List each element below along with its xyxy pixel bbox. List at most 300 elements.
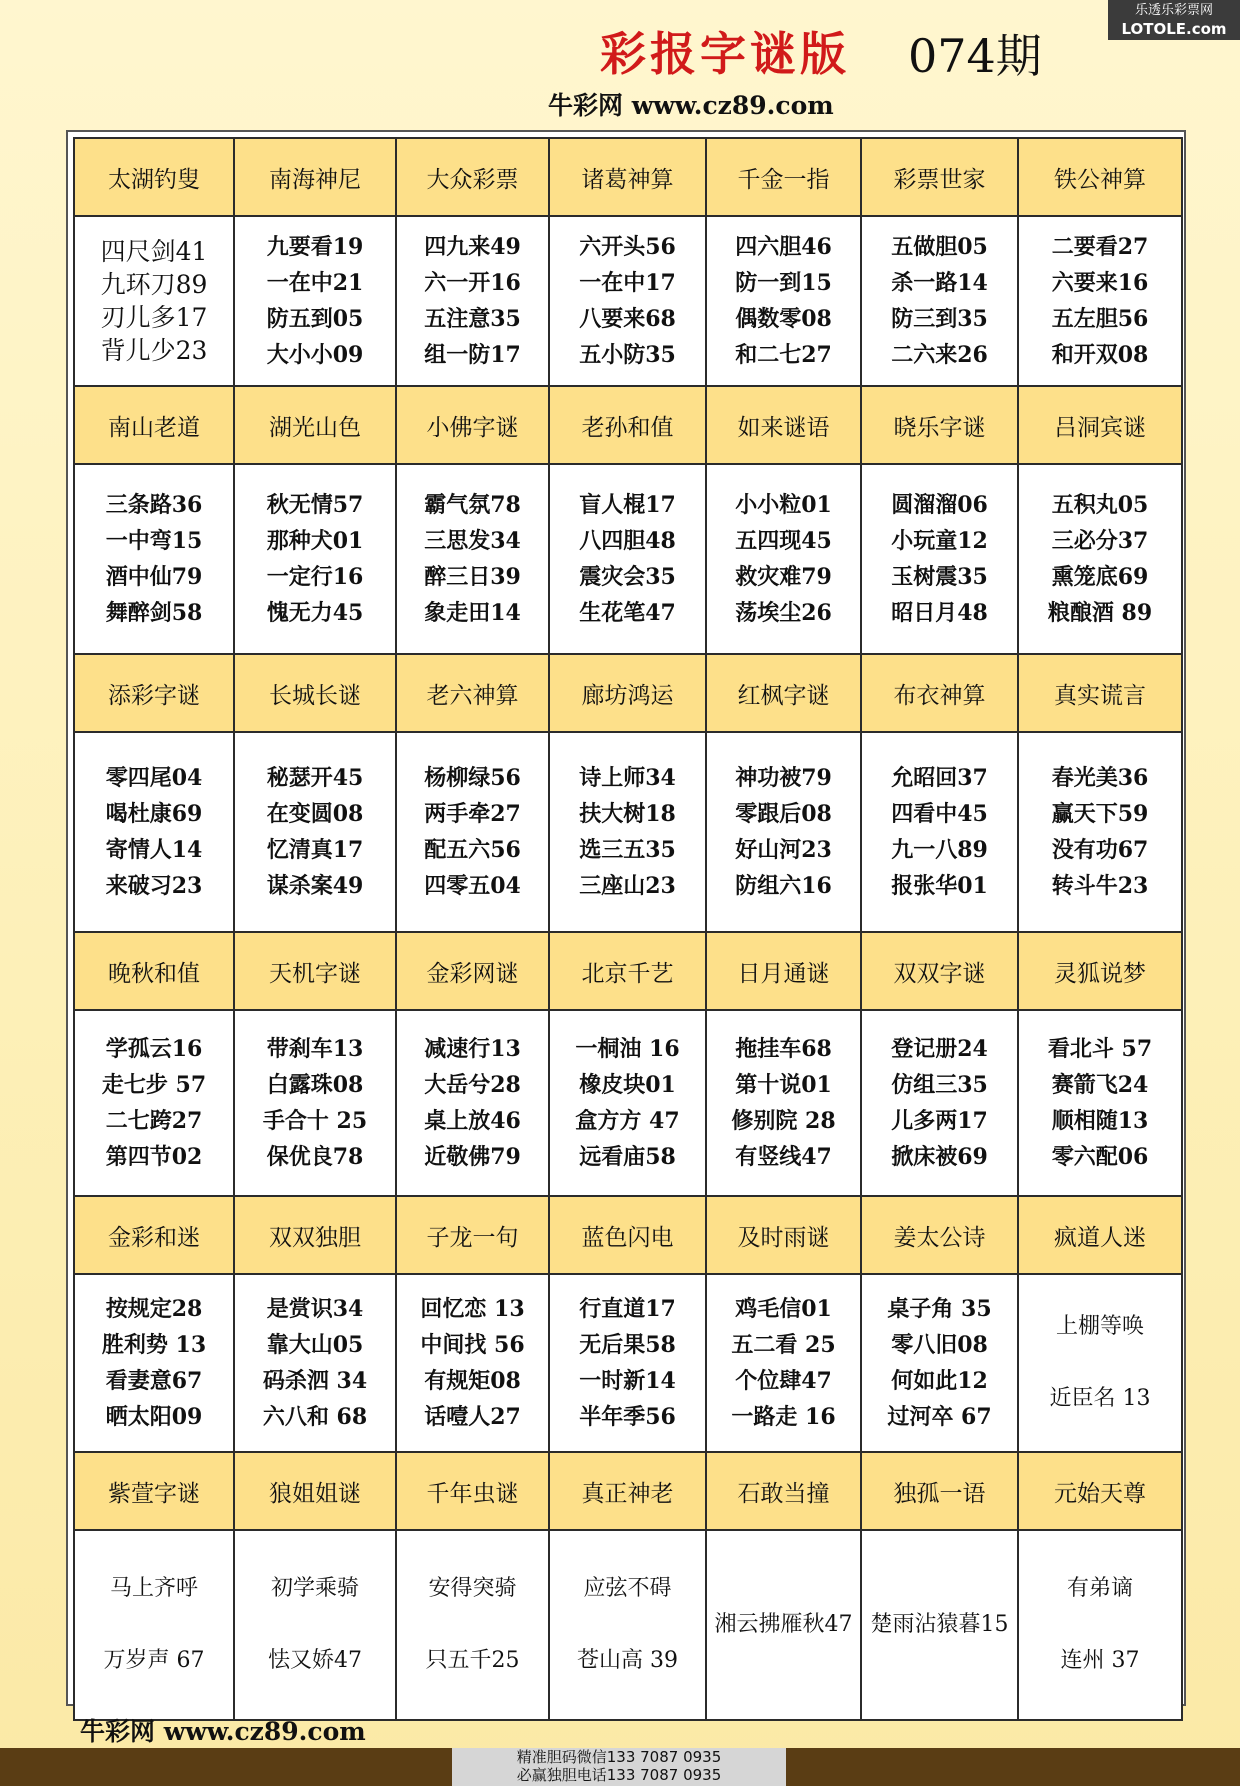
- column-header: 双双字谜: [861, 932, 1018, 1010]
- riddle-line: 零跟后08: [735, 801, 832, 827]
- column-header: 千年虫谜: [396, 1452, 549, 1530]
- riddle-line: 救灾难79: [735, 564, 832, 590]
- riddle-line: 背儿少23: [100, 336, 208, 365]
- riddle-lines: [397, 487, 548, 631]
- riddle-line: 一在中21: [266, 270, 364, 296]
- watermark-domain: LOTOLE.com: [1121, 20, 1227, 38]
- riddle-line: 谋杀案49: [266, 873, 364, 899]
- riddle-line: 五积丸05: [1051, 492, 1149, 518]
- riddle-lines: [862, 487, 1017, 631]
- column-header: 诸葛神算: [549, 138, 706, 216]
- riddle-line: 喝杜康69: [105, 801, 203, 827]
- riddle-line: 掀床被69: [891, 1144, 988, 1170]
- column-header: 铁公神算: [1018, 138, 1182, 216]
- column-header: 子龙一句: [396, 1196, 549, 1274]
- riddle-line: 第四节02: [105, 1144, 203, 1170]
- riddle-lines: [862, 229, 1017, 373]
- riddle-line: 零六配06: [1051, 1144, 1149, 1170]
- column-header: 双双独胆: [234, 1196, 396, 1274]
- riddle-line: 零八旧08: [891, 1332, 988, 1358]
- column-header: 如来谜语: [706, 386, 861, 464]
- riddle-line: 防一到15: [735, 270, 832, 296]
- riddle-cell: [234, 732, 396, 932]
- riddle-line: 远看庙58: [579, 1144, 676, 1170]
- column-header: 北京千艺: [549, 932, 706, 1010]
- column-header: 彩票世家: [861, 138, 1018, 216]
- riddle-line: 组一防17: [424, 342, 521, 368]
- riddle-lines: [707, 1607, 860, 1643]
- column-header: 太湖钓叟: [74, 138, 234, 216]
- riddle-lines: [397, 1031, 548, 1175]
- riddle-lines: [235, 1031, 395, 1175]
- riddle-line: 五二看 25: [731, 1332, 836, 1358]
- riddle-line: 五四现45: [735, 528, 832, 554]
- riddle-grid: [73, 137, 1183, 1721]
- riddle-lines: [862, 1291, 1017, 1435]
- riddle-line: 一中弯15: [105, 528, 203, 554]
- riddle-lines: [550, 1291, 705, 1435]
- riddle-line: 马上齐呼: [109, 1576, 198, 1601]
- riddle-cell: [234, 1530, 396, 1720]
- riddle-cell: [396, 1530, 549, 1720]
- column-header: 金彩网谜: [396, 932, 549, 1010]
- column-header: 千金一指: [706, 138, 861, 216]
- riddle-line: 小玩童12: [891, 528, 988, 554]
- riddle-cell: [1018, 216, 1182, 386]
- riddle-line: 大岳兮28: [424, 1072, 521, 1098]
- riddle-cell: [706, 1010, 861, 1196]
- column-header: 元始天尊: [1018, 1452, 1182, 1530]
- riddle-cell: [549, 1530, 706, 1720]
- riddle-lines: [1019, 229, 1181, 373]
- riddle-line: 盲人棍17: [579, 492, 676, 518]
- riddle-line: 熏笼底69: [1051, 564, 1149, 590]
- column-header: 及时雨谜: [706, 1196, 861, 1274]
- riddle-lines: [707, 229, 860, 373]
- riddle-line: 四九来49: [424, 234, 521, 260]
- riddle-line: 防三到35: [891, 306, 988, 332]
- riddle-lines: [550, 1031, 705, 1175]
- riddle-line: 允昭回37: [891, 765, 988, 791]
- riddle-line: 醉三日39: [424, 564, 521, 590]
- riddle-line: 仿组三35: [891, 1072, 988, 1098]
- riddle-line: 六开头56: [579, 234, 676, 260]
- riddle-line: 粮酿酒 89: [1047, 600, 1153, 626]
- riddle-cell: [549, 216, 706, 386]
- riddle-line: 白露珠08: [266, 1072, 364, 1098]
- riddle-line: 中间找 56: [420, 1332, 525, 1358]
- riddle-cell: [1018, 1274, 1182, 1452]
- riddle-line: 大小小09: [266, 342, 364, 368]
- riddle-line: 修别院 28: [731, 1108, 836, 1134]
- riddle-line: 生花笔47: [579, 600, 676, 626]
- riddle-line: 看妻意67: [105, 1368, 203, 1394]
- riddle-line: 防组六16: [735, 873, 832, 899]
- riddle-cell: [706, 1530, 861, 1720]
- riddle-lines: [1019, 1291, 1181, 1435]
- riddle-line: 何如此12: [891, 1368, 988, 1394]
- riddle-line: 一定行16: [266, 564, 364, 590]
- riddle-line: 来破习23: [105, 873, 203, 899]
- riddle-line: 圆溜溜06: [891, 492, 988, 518]
- riddle-line: 一时新14: [579, 1368, 676, 1394]
- riddle-line: 有弟谪: [1066, 1576, 1133, 1601]
- column-header: 紫萱字谜: [74, 1452, 234, 1530]
- riddle-lines: [550, 1553, 705, 1697]
- data-row: [74, 1010, 1182, 1196]
- riddle-line: 手合十 25: [262, 1108, 368, 1134]
- riddle-line: 象走田14: [424, 600, 521, 626]
- riddle-line: 荡埃尘26: [735, 600, 832, 626]
- riddle-lines: [235, 487, 395, 631]
- data-row: [74, 1274, 1182, 1452]
- riddle-cell: [396, 1010, 549, 1196]
- riddle-line: 霸气氛78: [424, 492, 521, 518]
- riddle-lines: [707, 487, 860, 631]
- column-header: 南海神尼: [234, 138, 396, 216]
- riddle-cell: [396, 464, 549, 654]
- column-header: 蓝色闪电: [549, 1196, 706, 1274]
- riddle-line: 扶大树18: [579, 801, 676, 827]
- riddle-line: 近臣名 13: [1049, 1386, 1151, 1411]
- riddle-line: 八要来68: [579, 306, 676, 332]
- riddle-line: 九要看19: [266, 234, 364, 260]
- riddle-line: 赢天下59: [1051, 801, 1149, 827]
- riddle-line: 报张华01: [891, 873, 988, 899]
- column-header: 真实谎言: [1018, 654, 1182, 732]
- riddle-line: 连州 37: [1060, 1648, 1140, 1673]
- riddle-line: 靠大山05: [266, 1332, 364, 1358]
- column-header: 真正神老: [549, 1452, 706, 1530]
- watermark-logo: [1108, 0, 1240, 40]
- column-header: 南山老道: [74, 386, 234, 464]
- riddle-lines: [75, 235, 233, 367]
- riddle-cell: [706, 1274, 861, 1452]
- header-row: [74, 1196, 1182, 1274]
- header-row: [74, 1452, 1182, 1530]
- column-header: 晓乐字谜: [861, 386, 1018, 464]
- riddle-cell: [706, 216, 861, 386]
- column-header: 吕洞宾谜: [1018, 386, 1182, 464]
- riddle-line: 初学乘骑: [270, 1576, 359, 1601]
- riddle-line: 四六胆46: [735, 234, 832, 260]
- riddle-line: 顺相随13: [1051, 1108, 1149, 1134]
- riddle-line: 和开双08: [1051, 342, 1149, 368]
- riddle-lines: [75, 1553, 233, 1697]
- riddle-line: 苍山高 39: [577, 1648, 678, 1673]
- column-header: 小佛字谜: [396, 386, 549, 464]
- riddle-cell: [1018, 732, 1182, 932]
- riddle-line: 有竖线47: [735, 1144, 832, 1170]
- riddle-line: 偶数零08: [735, 306, 832, 332]
- riddle-cell: [1018, 464, 1182, 654]
- riddle-line: 四看中45: [891, 801, 988, 827]
- riddle-line: 刃儿多17: [100, 303, 208, 332]
- riddle-lines: [235, 229, 395, 373]
- data-row: [74, 732, 1182, 932]
- riddle-line: 是赏识34: [266, 1296, 364, 1322]
- column-header: 姜太公诗: [861, 1196, 1018, 1274]
- riddle-cell: [74, 1274, 234, 1452]
- riddle-lines: [235, 1291, 395, 1435]
- riddle-cell: [1018, 1010, 1182, 1196]
- data-row: [74, 216, 1182, 386]
- riddle-line: 愧无力45: [266, 600, 364, 626]
- riddle-line: 五小防35: [579, 342, 676, 368]
- riddle-cell: [74, 464, 234, 654]
- riddle-lines: [862, 760, 1017, 904]
- data-row: [74, 1530, 1182, 1720]
- column-header: 天机字谜: [234, 932, 396, 1010]
- column-header: 长城长谜: [234, 654, 396, 732]
- riddle-line: 个位肆47: [735, 1368, 832, 1394]
- riddle-lines: [707, 1291, 860, 1435]
- riddle-line: 二要看27: [1051, 234, 1149, 260]
- riddle-lines: [550, 760, 705, 904]
- riddle-line: 九一八89: [891, 837, 988, 863]
- column-header: 布衣神算: [861, 654, 1018, 732]
- riddle-cell: [396, 1274, 549, 1452]
- riddle-lines: [75, 760, 233, 904]
- riddle-line: 回忆恋 13: [420, 1296, 525, 1322]
- riddle-lines: [397, 1291, 548, 1435]
- riddle-line: 配五六56: [424, 837, 521, 863]
- riddle-line: 三座山23: [579, 873, 676, 899]
- riddle-cell: [549, 464, 706, 654]
- riddle-cell: [549, 1274, 706, 1452]
- riddle-cell: [861, 732, 1018, 932]
- riddle-line: 有规矩08: [424, 1368, 521, 1394]
- riddle-cell: [549, 732, 706, 932]
- riddle-cell: [549, 1010, 706, 1196]
- riddle-cell: [234, 1010, 396, 1196]
- data-row: [74, 464, 1182, 654]
- riddle-lines: [1019, 1031, 1181, 1175]
- issue-number: 074期: [908, 29, 1042, 83]
- riddle-line: 半年季56: [579, 1404, 676, 1430]
- column-header: 金彩和迷: [74, 1196, 234, 1274]
- column-header: 添彩字谜: [74, 654, 234, 732]
- column-header: 日月通谜: [706, 932, 861, 1010]
- riddle-cell: [396, 732, 549, 932]
- riddle-line: 第十说01: [735, 1072, 832, 1098]
- riddle-line: 鸡毛信01: [735, 1296, 832, 1322]
- column-header: 疯道人迷: [1018, 1196, 1182, 1274]
- riddle-line: 赛箭飞24: [1051, 1072, 1149, 1098]
- riddle-line: 八四胆48: [579, 528, 676, 554]
- riddle-cell: [396, 216, 549, 386]
- riddle-line: 码杀泗 34: [262, 1368, 368, 1394]
- column-header: 湖光山色: [234, 386, 396, 464]
- riddle-line: 和二七27: [735, 342, 832, 368]
- riddle-lines: [235, 1553, 395, 1697]
- riddle-line: 应弦不碍: [583, 1576, 672, 1601]
- riddle-line: 按规定28: [105, 1296, 203, 1322]
- riddle-line: 五左胆56: [1051, 306, 1149, 332]
- riddle-lines: [397, 1553, 548, 1697]
- riddle-line: 晒太阳09: [105, 1404, 203, 1430]
- riddle-line: 一在中17: [579, 270, 676, 296]
- header-row: [74, 654, 1182, 732]
- riddle-cell: [1018, 1530, 1182, 1720]
- column-header: 廊坊鸿运: [549, 654, 706, 732]
- riddle-cell: [861, 1530, 1018, 1720]
- column-header: 独孤一语: [861, 1452, 1018, 1530]
- riddle-lines: [75, 1291, 233, 1435]
- riddle-line: 万岁声 67: [103, 1648, 205, 1673]
- riddle-cell: [74, 732, 234, 932]
- column-header: 老六神算: [396, 654, 549, 732]
- contact-wechat: 精准胆码微信133 7087 0935: [516, 1748, 722, 1766]
- riddle-line: 小小粒01: [735, 492, 832, 518]
- riddle-line: 杨柳绿56: [424, 765, 521, 791]
- riddle-line: 好山河23: [735, 837, 832, 863]
- riddle-cell: [706, 732, 861, 932]
- site-link-bottom[interactable]: 牛彩网 www.cz89.com: [80, 1717, 366, 1746]
- riddle-line: 九环刀89: [100, 270, 208, 299]
- riddle-line: 五做胆05: [891, 234, 988, 260]
- riddle-cell: [234, 216, 396, 386]
- column-header: 红枫字谜: [706, 654, 861, 732]
- header-row: [74, 932, 1182, 1010]
- riddle-line: 寄情人14: [105, 837, 203, 863]
- riddle-line: 没有功67: [1051, 837, 1149, 863]
- riddle-line: 诗上师34: [579, 765, 676, 791]
- riddle-line: 三必分37: [1051, 528, 1149, 554]
- riddle-board: [66, 130, 1186, 1706]
- riddle-line: 昭日月48: [891, 600, 988, 626]
- riddle-line: 在变圆08: [266, 801, 364, 827]
- riddle-lines: [235, 760, 395, 904]
- column-header: 灵狐说梦: [1018, 932, 1182, 1010]
- riddle-line: 忆清真17: [266, 837, 364, 863]
- riddle-lines: [707, 760, 860, 904]
- riddle-line: 怯又娇47: [268, 1648, 362, 1673]
- watermark-text: 乐透乐彩票网: [1134, 3, 1213, 18]
- riddle-line: 四零五04: [424, 873, 521, 899]
- riddle-line: 登记册24: [891, 1036, 988, 1062]
- riddle-line: 防五到05: [266, 306, 364, 332]
- riddle-line: 减速行13: [424, 1036, 521, 1062]
- riddle-lines: [397, 229, 548, 373]
- riddle-line: 盒方方 47: [575, 1108, 680, 1134]
- riddle-line: 酒中仙79: [105, 564, 203, 590]
- riddle-line: 只五千25: [425, 1648, 520, 1673]
- riddle-line: 五注意35: [424, 306, 521, 332]
- riddle-cell: [74, 1530, 234, 1720]
- column-header: 狼姐姐谜: [234, 1452, 396, 1530]
- column-header: 大众彩票: [396, 138, 549, 216]
- riddle-line: 四尺剑41: [100, 237, 208, 266]
- riddle-line: 一桐油 16: [575, 1036, 680, 1062]
- riddle-line: 零四尾04: [105, 765, 203, 791]
- riddle-line: 三条路36: [105, 492, 203, 518]
- riddle-cell: [234, 464, 396, 654]
- riddle-line: 舞醉剑58: [105, 600, 203, 626]
- riddle-line: 学孤云16: [105, 1036, 203, 1062]
- column-header: 石敢当撞: [706, 1452, 861, 1530]
- riddle-line: 安得突骑: [428, 1576, 517, 1601]
- riddle-line: 玉树震35: [891, 564, 988, 590]
- riddle-line: 过河卒 67: [887, 1404, 992, 1430]
- riddle-line: 拖挂车68: [735, 1036, 832, 1062]
- riddle-line: 儿多两17: [891, 1108, 988, 1134]
- riddle-cell: [74, 216, 234, 386]
- riddle-line: 六一开16: [424, 270, 521, 296]
- riddle-line: 二七跨27: [105, 1108, 203, 1134]
- riddle-line: 胜利势 13: [101, 1332, 207, 1358]
- riddle-lines: [75, 487, 233, 631]
- riddle-line: 无后果58: [579, 1332, 676, 1358]
- page-title: 彩报字谜版: [600, 27, 850, 81]
- riddle-line: 带刹车13: [266, 1036, 364, 1062]
- riddle-cell: [861, 464, 1018, 654]
- contact-phone: 必赢独胆电话133 7087 0935: [516, 1766, 722, 1784]
- riddle-line: 选三五35: [579, 837, 676, 863]
- riddle-cell: [861, 1274, 1018, 1452]
- riddle-line: 秋无情57: [266, 492, 364, 518]
- riddle-line: 楚雨沾猿暮15: [870, 1612, 1009, 1637]
- riddle-line: 湘云拂雁秋47: [714, 1612, 853, 1637]
- riddle-line: 桌子角 35: [887, 1296, 992, 1322]
- riddle-lines: [1019, 487, 1181, 631]
- riddle-cell: [861, 216, 1018, 386]
- riddle-lines: [550, 229, 705, 373]
- riddle-lines: [397, 760, 548, 904]
- riddle-line: 二六来26: [891, 342, 988, 368]
- riddle-line: 橡皮块01: [579, 1072, 676, 1098]
- riddle-line: 震灾会35: [579, 564, 676, 590]
- riddle-line: 话噎人27: [424, 1404, 521, 1430]
- riddle-lines: [707, 1031, 860, 1175]
- riddle-lines: [1019, 1553, 1181, 1697]
- riddle-lines: [1019, 760, 1181, 904]
- contact-box: [452, 1748, 786, 1786]
- riddle-line: 杀一路14: [891, 270, 988, 296]
- riddle-cell: [861, 1010, 1018, 1196]
- header-row: [74, 386, 1182, 464]
- riddle-lines: [862, 1031, 1017, 1175]
- riddle-lines: [75, 1031, 233, 1175]
- riddle-line: 春光美36: [1051, 765, 1149, 791]
- riddle-line: 转斗牛23: [1051, 873, 1149, 899]
- riddle-cell: [706, 464, 861, 654]
- riddle-line: 六八和 68: [262, 1404, 368, 1430]
- riddle-line: 保优良78: [266, 1144, 364, 1170]
- column-header: 晚秋和值: [74, 932, 234, 1010]
- column-header: 老孙和值: [549, 386, 706, 464]
- riddle-cell: [74, 1010, 234, 1196]
- riddle-line: 上棚等唤: [1055, 1314, 1144, 1339]
- riddle-line: 桌上放46: [424, 1108, 521, 1134]
- riddle-line: 一路走 16: [731, 1404, 836, 1430]
- riddle-line: 神功被79: [735, 765, 832, 791]
- riddle-line: 三思发34: [424, 528, 521, 554]
- riddle-line: 看北斗 57: [1047, 1036, 1153, 1062]
- riddle-lines: [862, 1607, 1017, 1643]
- riddle-line: 六要来16: [1051, 270, 1149, 296]
- header-row: [74, 138, 1182, 216]
- riddle-line: 走七步 57: [101, 1072, 207, 1098]
- riddle-line: 秘瑟开45: [266, 765, 364, 791]
- riddle-line: 那种犬01: [266, 528, 364, 554]
- riddle-line: 近敬佛79: [424, 1144, 521, 1170]
- riddle-line: 行直道17: [579, 1296, 676, 1322]
- riddle-line: 两手牵27: [424, 801, 521, 827]
- riddle-cell: [234, 1274, 396, 1452]
- riddle-lines: [550, 487, 705, 631]
- site-link-top[interactable]: 牛彩网 www.cz89.com: [548, 91, 834, 120]
